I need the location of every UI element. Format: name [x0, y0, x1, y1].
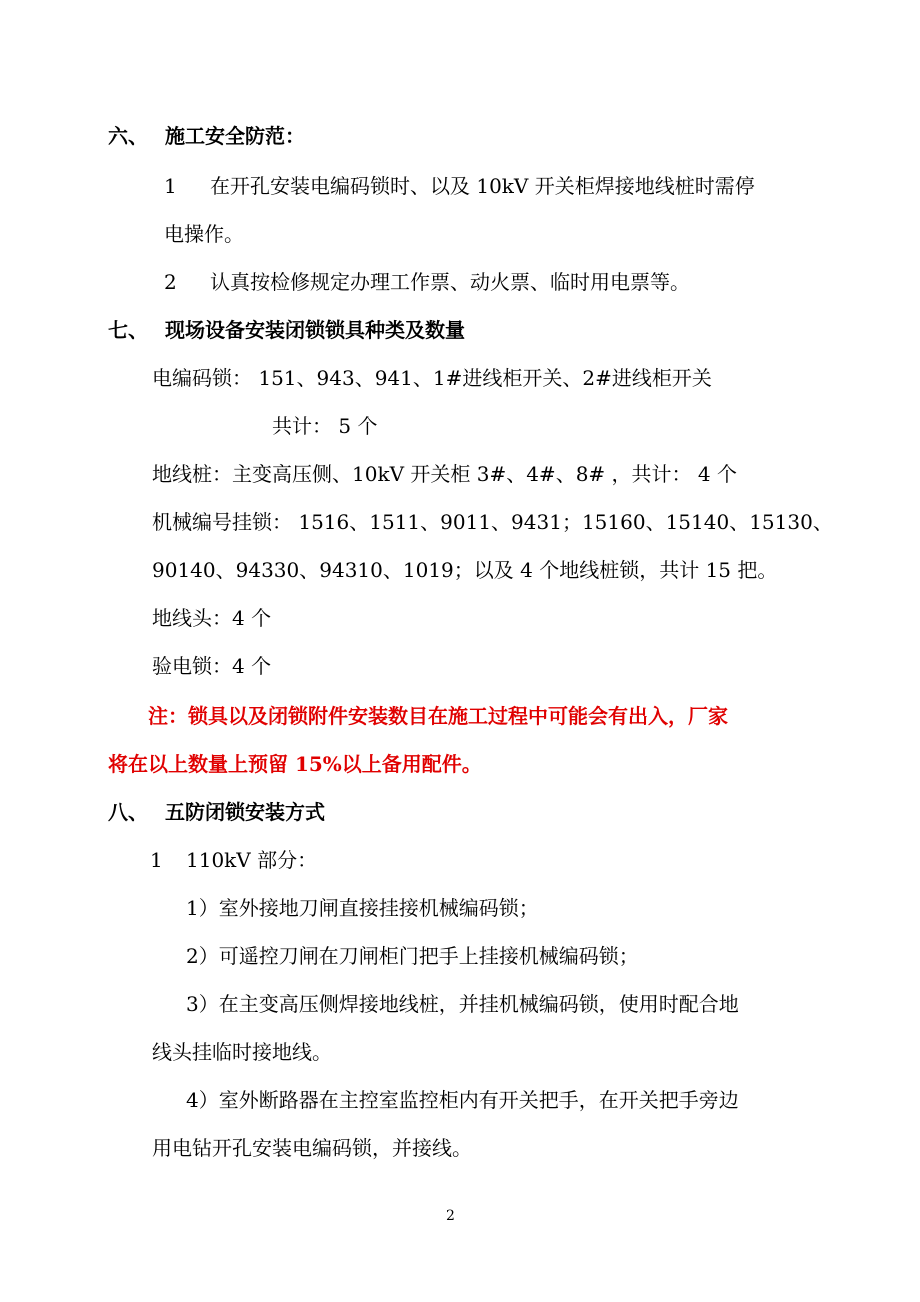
sub1-num: 1: [150, 848, 163, 872]
section8-heading-num: 八、: [108, 800, 148, 824]
section6-heading-text: 施工安全防范：: [165, 124, 305, 148]
section6-item1-line1: 在开孔安装电编码锁时、以及 10kV 开关柜焊接地线桩时需停: [210, 174, 755, 198]
item-p4-line2: 用电钻开孔安装电编码锁，并接线。: [152, 1136, 472, 1160]
item-p2: 2）可遥控刀闸在刀闸柜门把手上挂接机械编码锁；: [186, 944, 639, 968]
mech-lock-line2: 90140、94330、94310、1019；以及 4 个地线桩锁，共计 15 把。: [152, 558, 778, 582]
section6-item2-text: 认真按检修规定办理工作票、动火票、临时用电票等。: [210, 270, 690, 294]
section6-heading-num: 六、: [108, 124, 148, 148]
ground-head-line: 地线头：4 个: [152, 606, 272, 630]
section8-heading: [108, 798, 325, 826]
page-number: 2: [446, 1208, 455, 1224]
section8-heading-text: 五防闭锁安装方式: [165, 800, 325, 824]
sub1-text: 110kV 部分：: [186, 848, 318, 872]
item-p1: 1）室外接地刀闸直接挂接机械编码锁；: [186, 896, 539, 920]
section6-item2-num: 2: [164, 270, 177, 294]
section7-heading-num: 七、: [108, 318, 148, 342]
mech-lock-line1: 机械编号挂锁： 1516、1511、9011、9431；15160、15140、15130、: [152, 510, 833, 534]
section7-heading: [108, 316, 465, 344]
note-line2: 将在以上数量上预留 15%以上备用配件。: [108, 752, 482, 776]
section6-item1-num: 1: [164, 174, 177, 198]
section6-item1-line2: 电操作。: [164, 222, 244, 246]
section6-heading: [108, 122, 305, 150]
ground-pile-line: 地线桩：主变高压侧、10kV 开关柜 3#、4#、8# ，共计： 4 个: [152, 462, 737, 486]
elec-lock-line: 电编码锁： 151、943、941、1#进线柜开关、2#进线柜开关: [152, 366, 712, 390]
item-p3-line2: 线头挂临时接地线。: [152, 1040, 332, 1064]
item-p4-line1: 4）室外断路器在主控室监控柜内有开关把手，在开关把手旁边: [186, 1088, 739, 1112]
elec-lock-total: 共计： 5 个: [272, 414, 378, 438]
test-lock-line: 验电锁：4 个: [152, 654, 272, 678]
section7-heading-text: 现场设备安装闭锁锁具种类及数量: [165, 318, 465, 342]
note-line1: 注：锁具以及闭锁附件安装数目在施工过程中可能会有出入，厂家: [148, 704, 728, 728]
item-p3-line1: 3）在主变高压侧焊接地线桩，并挂机械编码锁，使用时配合地: [186, 992, 739, 1016]
